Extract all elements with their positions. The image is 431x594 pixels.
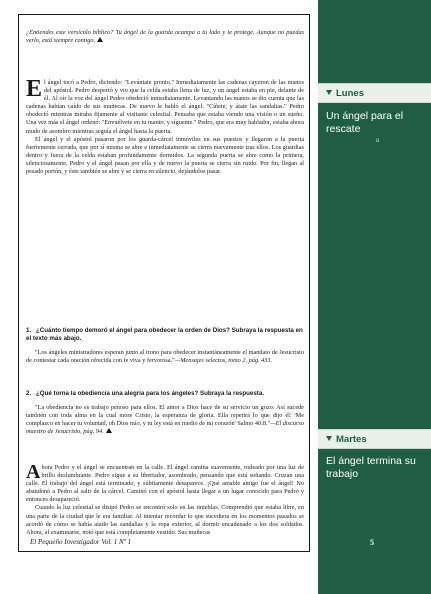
section-divider xyxy=(19,456,309,457)
question-2-quote: "La obediencia no es trabajo penoso para ellos. El amor a Dios hace de su servicio un gozo. Así sucede también con toda alma en la cual more Cristo, la esperanza de gloria. Ella repetirá lo que dijo él: 'Me complazco en hacer tu voluntad, oh Dios mío, y tu ley está en medio de mi corazón' Salmo 40:8." xyxy=(26,404,304,428)
triangle-down-icon xyxy=(326,90,332,95)
question-1-block xyxy=(26,327,304,365)
footer-publication: El Pequeño Investigador Vol. 1 Nº 1 xyxy=(30,538,132,546)
day-heading-lunes xyxy=(318,83,431,103)
page-number: 5 xyxy=(370,538,374,547)
question-2-source: —El discurso maestro de Jesucristo, pág. 94. xyxy=(26,420,304,436)
section-1-paragraph-1: l ángel tocó a Pedro, diciendo: "Levántate pronto." Inmediatamente las cadenas cayeron de las manos del apóstol. Pedro despertó y vio que la celda estaba llena de luz, y un ángel estaba en pie, delante de él. Al oír la voz del ángel Pedro obedeció inmediatamente. Levantando las manos se dio cuenta que las cadenas habían caído de sus muñecas. De nuevo le habló el ángel: "Cíñete, y átate las sandalias." Pedro obedeció mientras miraba fijamente al visitante celestial. Pensaba que estaba viendo una visión o un sueño. Una vez más el ángel ordenó: "Envuélvete en tu manto, y sígueme." Pedro, que era muy hablador, estaba ahora mudo de asombro mientras seguía el ángel hasta la puerta. xyxy=(26,79,304,135)
section-1-paragraph-2: El ángel y el apóstol pasaron por los guarda-cárcel inmóviles en sus puestos y llegaron a la puerta fuertemente cerrada, que por sí misma se abre e inmediatamente se cierra nuevamente tras ellos. Los guardias dentro y fuera de la celda estaban profundamente dormidos. La segunda puerta se abre como la primera, silenciosamente. Pedro y el ángel pasan por ella y de nuevo la puerta se cierra sin ruido. Por fin, llegan al pesado portón, y éste también se abre y se cierra en silencio, dejándolos pasar. xyxy=(26,135,304,176)
question-1-quote: "Los ángeles ministradores esperan junto al trono para obedecer instantáneamente el mandato de Jesucristo de contestar cada oración ofrecida con fe viva y fervorosa." xyxy=(26,349,304,365)
question-1-number: 1. xyxy=(26,327,32,334)
sidebar-title-2: El ángel termina su trabajo xyxy=(326,455,416,480)
day-heading-martes xyxy=(318,429,431,449)
sidebar xyxy=(318,0,431,594)
end-triangle-icon-2 xyxy=(106,428,112,433)
question-2 xyxy=(26,390,304,398)
section-2-paragraph-2: Cuando la luz celestial se disipó Pedro se encontró solo en las tinieblas. Comprendió que estaba libre, en una parte de la ciudad que le era familiar. Al intentar recordar lo que sucediera en los momentos pasados se acordó de cómo se había atado las sandalias y la ropa exterior, al dormir encadenado a los dos soldados. Ahora, al examinarse, notó que está completamente vestido. Sus muñecas xyxy=(26,504,304,536)
question-1-source: —Mensajes selectos, tomo 2, pág. 433. xyxy=(174,357,273,365)
question-1-text: ¿Cuánto tiempo demoró el ángel para obedecer la orden de Dios? Subraya la respuesta en el texto más abajo. xyxy=(26,327,303,342)
dropcap-e: E xyxy=(26,76,43,102)
section-2 xyxy=(26,461,304,537)
triangle-down-icon-2 xyxy=(326,436,332,441)
day-label-martes: Martes xyxy=(336,434,367,445)
question-2-block xyxy=(26,390,304,436)
end-triangle-icon xyxy=(97,37,103,42)
sidebar-title-1: Un ángel para el rescate xyxy=(326,110,404,135)
dropcap-a: A xyxy=(26,461,41,483)
intro-text: ¿Entiendes este versículo bíblico? Tu ángel de la guarda acampa a tu lado y te protege. Aunque no puedas verlo, está siempre contigo. xyxy=(26,29,304,45)
day-label-lunes: Lunes xyxy=(336,88,364,99)
section-2-paragraph-1: hora Pedro y el ángel se encuentran en la calle. El ángel camina suavemente, rodeado por una luz de brillo deslumbrante. Pedro sigue a su libertador, asombrado, pensando que está soñando. Cruzan una calle. El trabajo del ángel está terminado, y súbitamente desaparece. ¡Qué amable amigo fue el ángel! No abandonó a Pedro al salir de la cárcel. Caminó con el apóstol hasta llegar a un lugar conocido para Pedro y entonces desapareció. xyxy=(26,464,304,504)
sidebar-mark: o xyxy=(376,138,380,144)
question-1 xyxy=(26,327,304,343)
question-2-text: ¿Qué torna la obediencia una alegría para los ángeles? Subraya la respuesta. xyxy=(36,390,264,397)
question-2-number: 2. xyxy=(26,390,32,397)
section-1 xyxy=(26,76,304,176)
intro-block xyxy=(26,29,304,45)
